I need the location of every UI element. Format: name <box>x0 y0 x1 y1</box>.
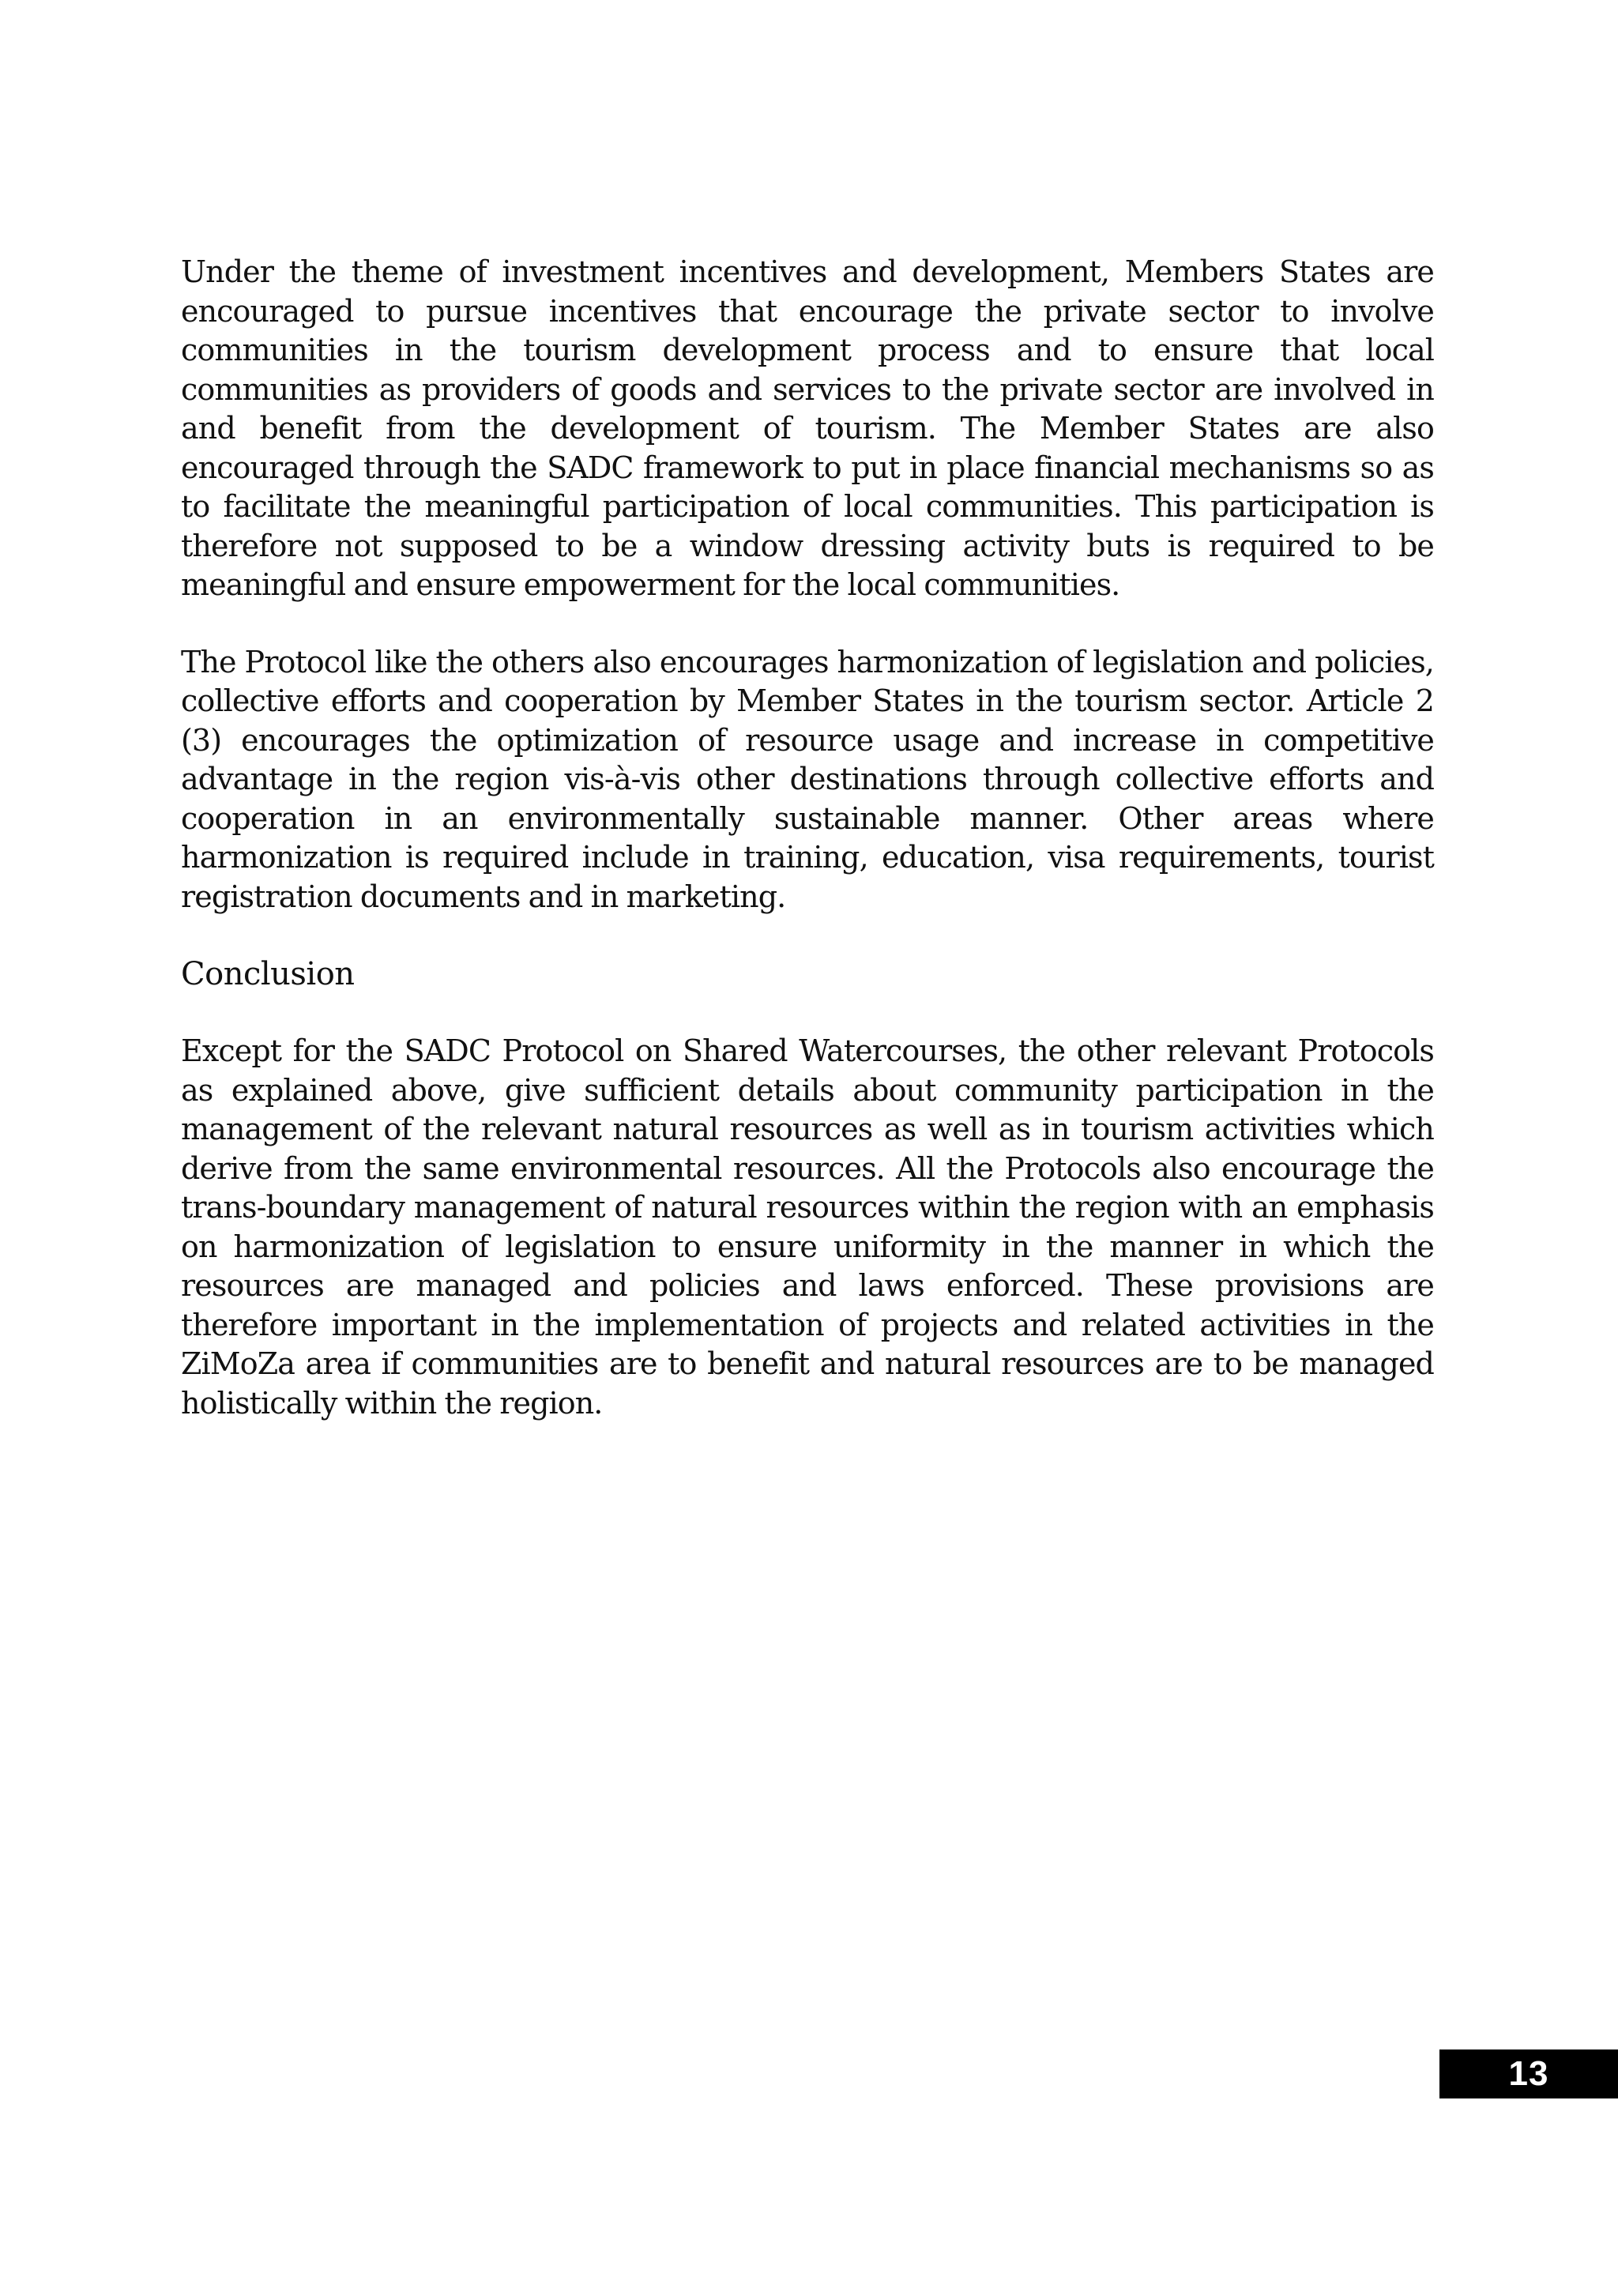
paragraph-conclusion: Except for the SADC Protocol on Shared Watercourses, the other relevant Protocols as explained above, give sufficient details about community participation in the management of the relevant natural resources as well as in tourism activities which derive from the same environmental resources. All the Protocols also encourage the trans-boundary management of natural resources within the region with an emphasis on harmonization of legislation to ensure uniformity in the manner in which the resources are managed and policies and laws enforced. These provisions are therefore important in the implementation of projects and related activities in the ZiMoZa area if communities are to benefit and natural resources are to be managed holistically within the region. <box>181 1033 1434 1421</box>
paragraph-investment-incentives: Under the theme of investment incentives and development, Members States are encouraged to pursue incentives that encourage the private sector to involve communities in the tourism development process and to ensure that local communities as providers of goods and services to the private sector are involved in and benefit from the development of tourism. The Member States are also encouraged through the SADC framework to put in place financial mechanisms so as to facilitate the meaningful participation of local communities. This participation is therefore not supposed to be a window dressing activity buts is required to be meaningful and ensure empowerment for the local communities. <box>181 254 1434 602</box>
page-number: 13 <box>1508 2054 1549 2093</box>
conclusion-heading: Conclusion <box>181 956 355 992</box>
page-number-box <box>1439 2049 1618 2098</box>
paragraph-protocol-harmonization: The Protocol like the others also encourages harmonization of legislation and policies, collective efforts and cooperation by Member States in the tourism sector. Article 2 (3) encourages the optimization of resource usage and increase in competitive advantage in the region vis-à-vis other destinations through collective efforts and cooperation in an environmentally sustainable manner. Other areas where harmonization is required include in training, education, visa requirements, tourist registration documents and in marketing. <box>181 644 1434 914</box>
document-body <box>181 253 1434 1423</box>
